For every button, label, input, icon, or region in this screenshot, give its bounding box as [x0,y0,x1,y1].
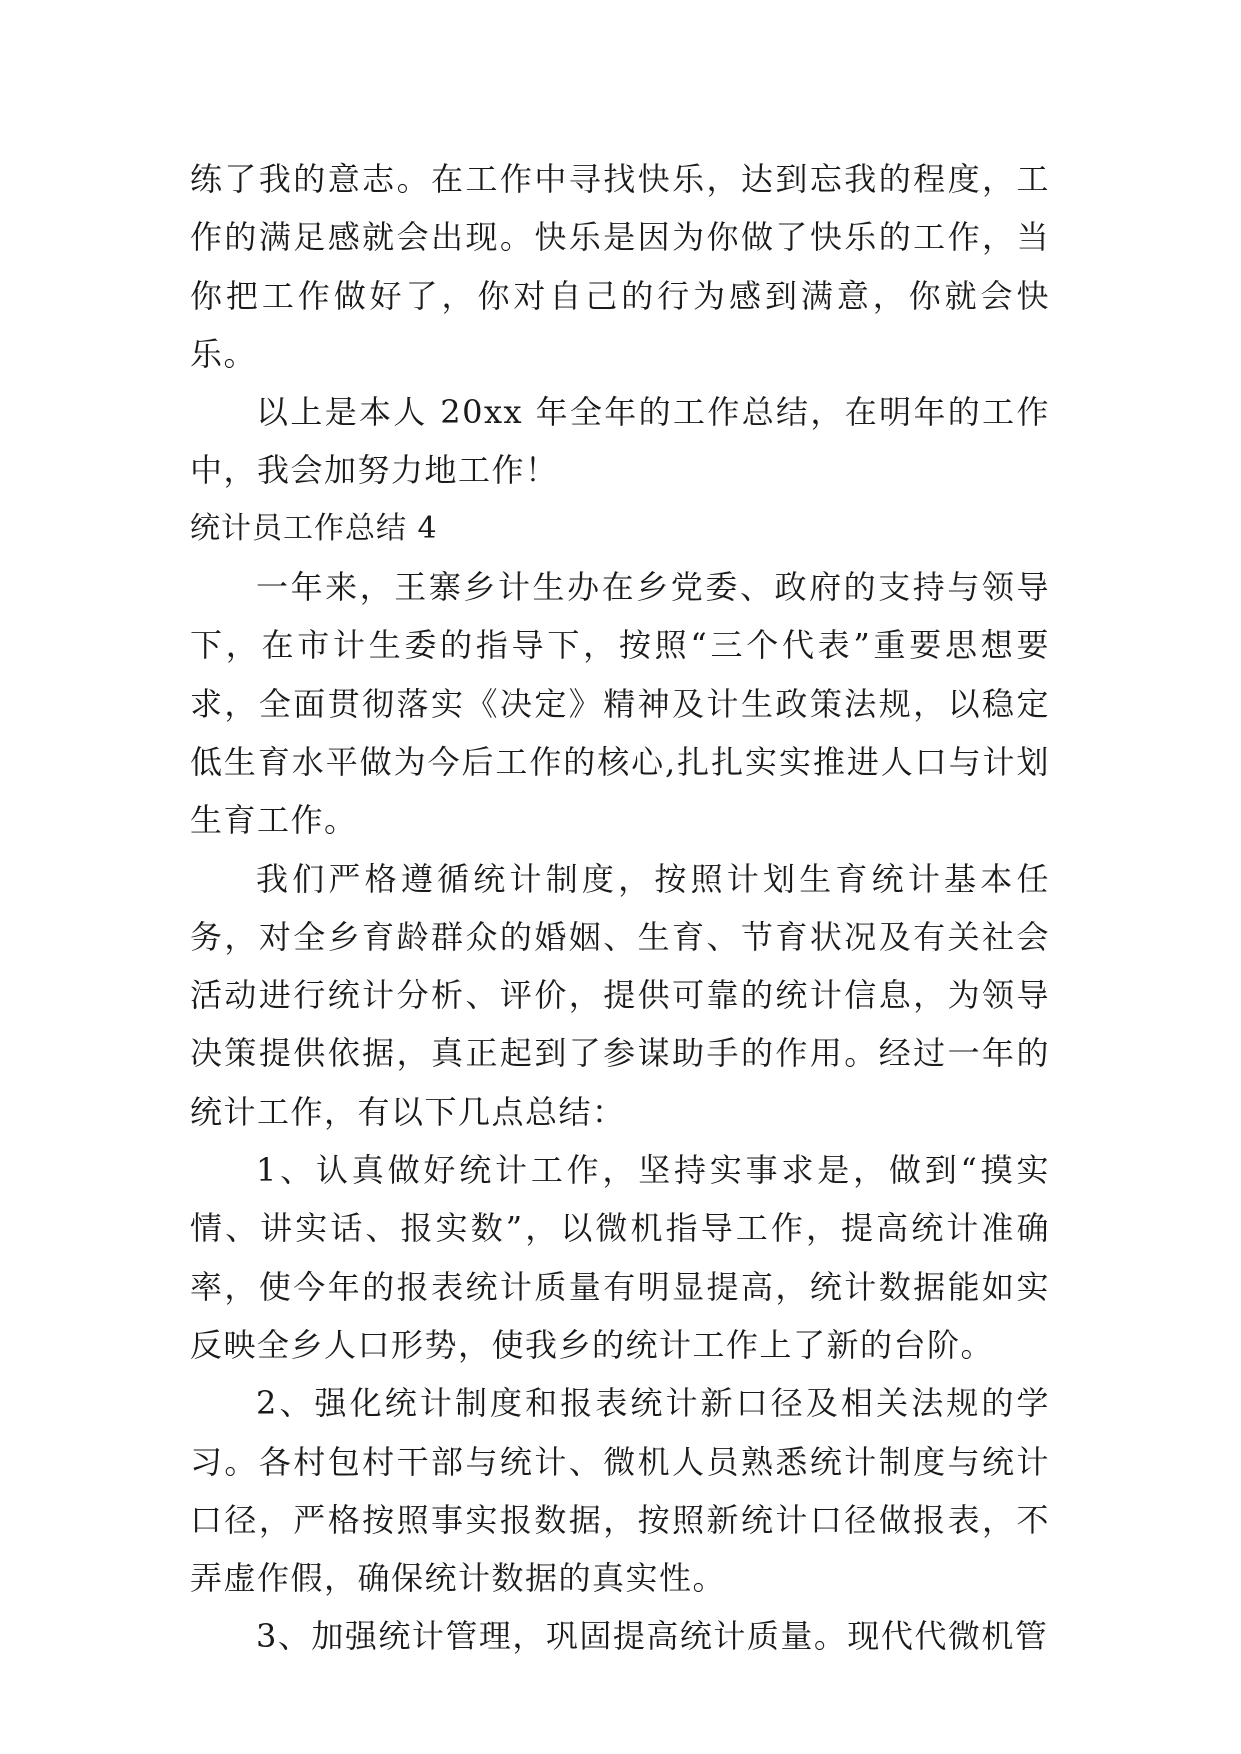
section-paragraph: 我们严格遵循统计制度，按照计划生育统计基本任务，对全乡育龄群众的婚姻、生育、节育状况及有关社会活动进行统计分析、评价，提供可靠的统计信息，为领导决策提供依据，真正起到了参谋助手的作用。经过一年的统计工作，有以下几点总结： [190,859,1050,1131]
body-paragraph: 练了我的意志。在工作中寻找快乐，达到忘我的程度，工作的满足感就会出现。快乐是因为你做了快乐的工作，当你把工作做好了，你对自己的行为感到满意，你就会快乐。 [190,160,1050,373]
section-heading: 统计员工作总结 4 [190,510,438,546]
document-body [190,150,1050,1666]
section-paragraph: 3、加强统计管理，巩固提高统计质量。现代代微机管 [256,1617,1049,1656]
section-paragraph: 2、强化统计制度和报表统计新口径及相关法规的学习。各村包村干部与统计、微机人员熟悉统计制度与统计口径，严格按照事实报数据，按照新统计口径做报表，不弄虚作假，确保统计数据的真实性。 [190,1384,1050,1598]
section-paragraph: 一年来，王寨乡计生办在乡党委、政府的支持与领导下，在市计生委的指导下，按照“三个代表”重要思想要求，全面贯彻落实《决定》精神及计生政策法规，以稳定低生育水平做为今后工作的核心,扎扎实实推进人口与计划生育工作。 [190,568,1050,840]
body-paragraph: 以上是本人 20xx 年全年的工作总结，在明年的工作中，我会加努力地工作！ [190,393,1050,490]
section-paragraph: 1、认真做好统计工作，坚持实事求是，做到“摸实情、讲实话、报实数”，以微机指导工作，提高统计准确率，使今年的报表统计质量有明显提高，统计数据能如实反映全乡人口形势，使我乡的统计工作上了新的台阶。 [190,1151,1050,1364]
